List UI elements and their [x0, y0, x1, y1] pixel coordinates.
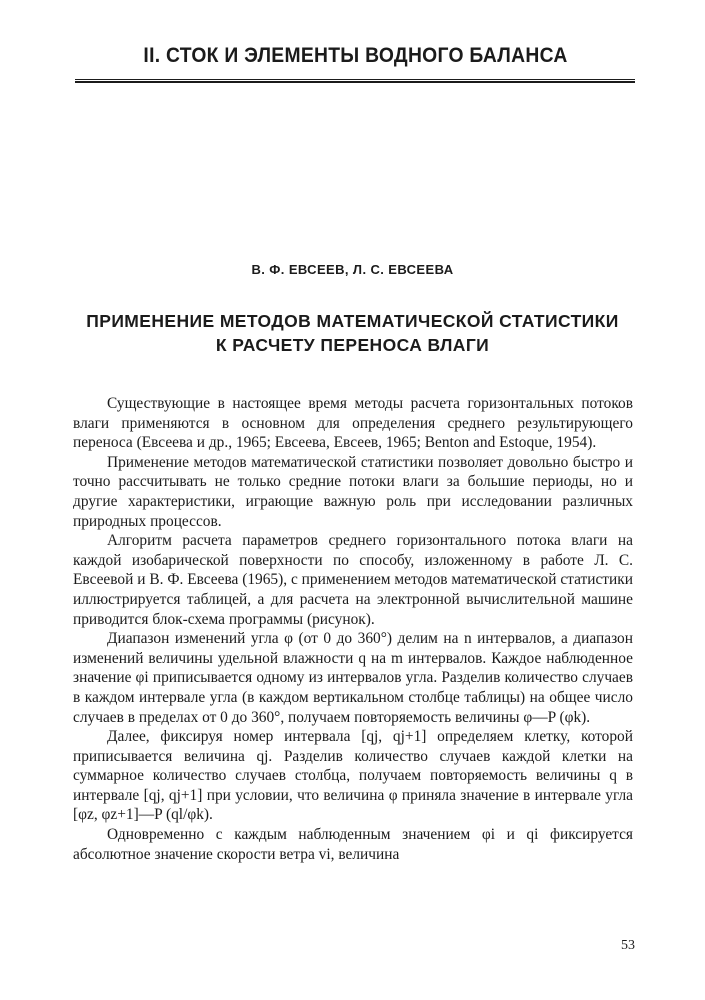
article-body — [73, 394, 633, 864]
heading-rule-thick — [75, 81, 635, 83]
body-paragraph: Одновременно с каждым наблюденным значением φi и qi фиксируется абсолютное значение скорости ветра vi, величина — [73, 826, 633, 863]
article-title-line: К РАСЧЕТУ ПЕРЕНОСА ВЛАГИ — [215, 335, 490, 355]
body-paragraph: Существующие в настоящее время методы расчета горизонтальных потоков влаги применяются в основном для определения среднего результирующего переноса (Евсеева и др., 1965; Евсеева, Евсеев, 1965; Benton and Estoque, 1954). — [73, 395, 633, 452]
body-paragraph: Алгоритм расчета параметров среднего горизонтального потока влаги на каждой изобарической поверхности по способу, изложенному в работе Л. С. Евсеевой и В. Ф. Евсеева (1965), с применением методов математической статистики иллюстрируется таблицей, а для расчета на электронной вычислительной машине приводится блок-схема программы (рисунок). — [73, 532, 633, 628]
section-heading: II. СТОК И ЭЛЕМЕНТЫ ВОДНОГО БАЛАНСА — [143, 44, 568, 67]
heading-rule-thin — [75, 79, 635, 80]
article-authors: В. Ф. ЕВСЕЕВ, Л. С. ЕВСЕЕВА — [251, 262, 454, 277]
body-paragraph: Далее, фиксируя номер интервала [qj, qj+1] определяем клетку, которой приписывается величина qj. Разделив количество случаев каждой клетки на суммарное количество случаев столбца, получаем повторяемость величины q в интервале [qj, qj+1] при условии, что величина φ приняла значение в интервале угла [φz, φz+1]—P (ql/φk). — [73, 728, 633, 824]
article-title-line: ПРИМЕНЕНИЕ МЕТОДОВ МАТЕМАТИЧЕСКОЙ СТАТИСТИКИ — [86, 311, 619, 331]
body-paragraph: Диапазон изменений угла φ (от 0 до 360°) делим на n интервалов, а диапазон изменений величины удельной влажности q на m интервалов. Каждое наблюденное значение φi приписывается одному из интервалов угла. Разделив количество случаев в каждом интервале угла (в каждом вертикальном столбце таблицы) на общее число случаев в пределах от 0 до 360°, получаем повторяемость величины φ—P (φk). — [73, 630, 633, 726]
body-paragraph: Применение методов математической статистики позволяет довольно быстро и точно рассчитывать не только средние потоки влаги за большие периоды, но и другие характеристики, играющие важную роль при исследовании различных природных процессов. — [73, 453, 633, 530]
article-title — [70, 309, 635, 357]
page-number: 53 — [621, 938, 635, 953]
